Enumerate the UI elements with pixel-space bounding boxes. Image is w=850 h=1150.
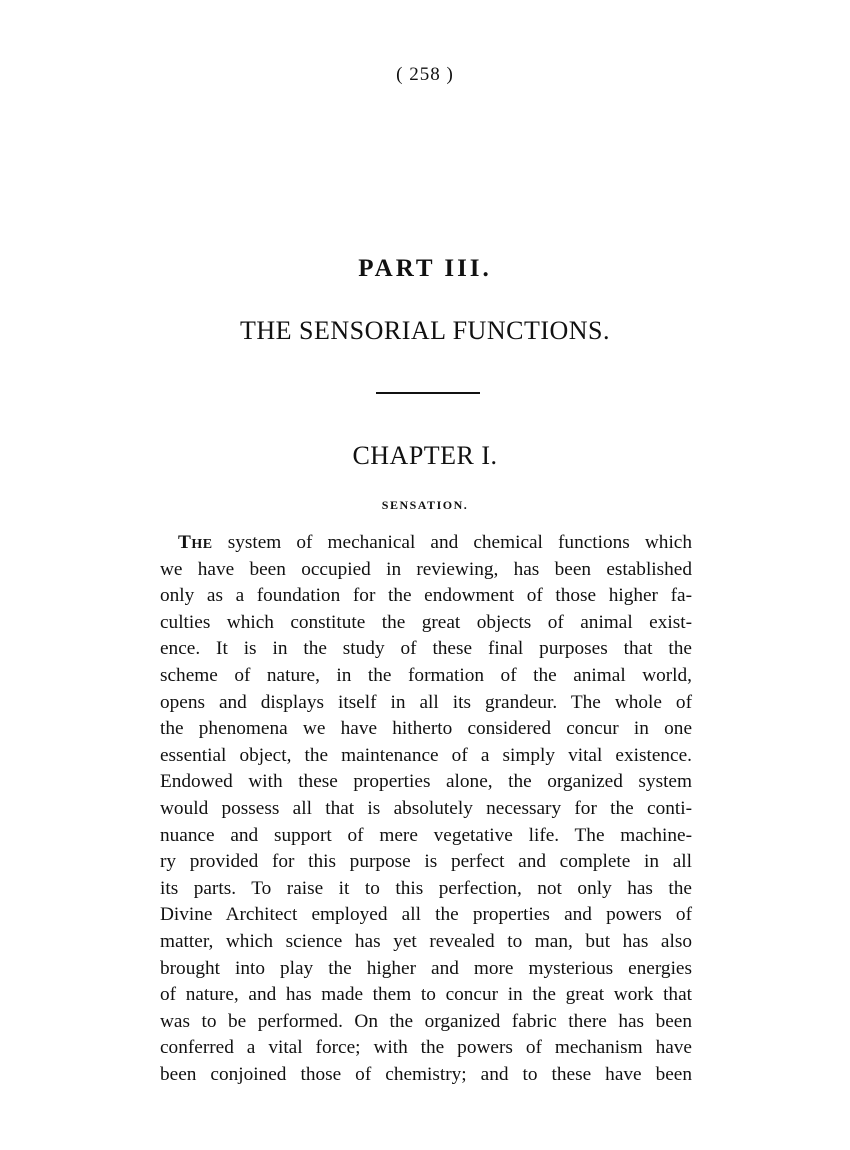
text-line: was to be performed. On the organized fabric there has been	[160, 1010, 692, 1032]
text-line: only as a foundation for the endowment of those higher fa-	[160, 585, 692, 607]
text-line: essential object, the maintenance of a simply vital existence.	[160, 744, 692, 766]
text-line: nuance and support of mere vegetative life. The machine-	[160, 824, 692, 846]
text-line: would possess all that is absolutely necessary for the conti-	[160, 797, 692, 819]
text-line: matter, which science has yet revealed to man, but has also	[160, 930, 692, 952]
section-divider	[376, 392, 480, 394]
text-line: we have been occupied in reviewing, has been established	[160, 558, 692, 580]
text-line: been conjoined those of chemistry; and to these have been	[160, 1063, 692, 1085]
lead-word: The	[178, 532, 213, 553]
chapter-title: CHAPTER I.	[352, 441, 498, 470]
text-line	[160, 530, 692, 557]
part-title: PART III.	[358, 255, 492, 282]
text-line: Endowed with these properties alone, the organized system	[160, 771, 692, 793]
text-line: opens and displays itself in all its grandeur. The whole of	[160, 691, 692, 713]
section-title: SENSATION.	[381, 498, 469, 512]
text-line: its parts. To raise it to this perfection, not only has the	[160, 877, 692, 899]
text-line: conferred a vital force; with the powers of mechanism have	[160, 1037, 692, 1059]
text-line: the phenomena we have hitherto considered concur in one	[160, 718, 692, 740]
text-line-content: system of mechanical and chemical functions which	[212, 532, 692, 553]
text-line: culties which constitute the great objects of animal exist-	[160, 611, 692, 633]
text-line: of nature, and has made them to concur in the great work that	[160, 984, 692, 1006]
page-number: ( 258 )	[396, 64, 454, 85]
text-line: ry provided for this purpose is perfect and complete in all	[160, 851, 692, 873]
part-subtitle: THE SENSORIAL FUNCTIONS.	[240, 316, 610, 345]
text-line: Divine Architect employed all the properties and powers of	[160, 904, 692, 926]
text-line: ence. It is in the study of these final purposes that the	[160, 638, 692, 660]
body-paragraph	[160, 530, 692, 1088]
text-line: scheme of nature, in the formation of the animal world,	[160, 664, 692, 686]
text-line: brought into play the higher and more mysterious energies	[160, 957, 692, 979]
